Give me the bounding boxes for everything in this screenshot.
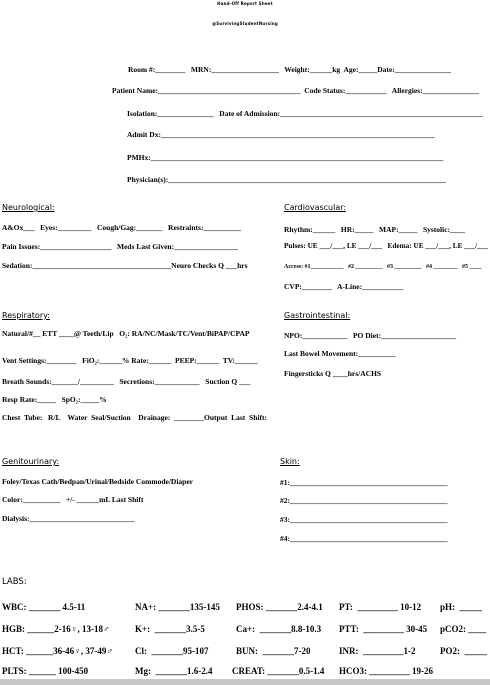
lab-ph: pH: _____ [440, 602, 483, 612]
isolation-row: Isolation:_______________ Date of Admission:______________________________________________________ [127, 109, 483, 118]
resp-row-4: Resp Rate:_____ SpO₂:_____% [2, 395, 107, 404]
lab-cl: Cl: _______95-107 [135, 646, 209, 656]
resp-row-3: Breath Sounds:_______/_________ Secretions:____________ Suction Q ___ [2, 377, 251, 386]
neuro-row-1: A&Ox___ Eyes:_________ Cough/Gag:_______ Restraints:__________ [2, 223, 241, 232]
lab-bun: BUN: _______7-20 [236, 646, 311, 656]
gu-row-2: Color:__________ +/- ______mL Last Shift [2, 495, 144, 504]
lab-wbc: WBC: _______ 4.5-11 [2, 602, 86, 612]
skin-row-4: #4:__________________________________________ [280, 534, 448, 543]
lab-hgb: HGB: ______2-16♀, 13-18♂ [2, 624, 110, 634]
gi-row-1: NPO:____________ PO Diet:____________________ [284, 331, 457, 340]
gi-row-3: Fingersticks Q ____hrs/ACHS [284, 369, 382, 378]
lab-phos: PHOS: _______2.4-4.1 [236, 602, 323, 612]
lab-pco2: pCO2: ____ [440, 624, 487, 634]
lab-creat: CREAT: _______0.5-1.4 [232, 666, 325, 676]
gi-row-2: Last Bowel Movement:__________ [284, 349, 396, 358]
cardio-row-4: CVP:________ A-Line:___________ [284, 282, 404, 291]
cardio-row-3: Access: #1___________ #2 _________ #3 _________ #4 ________ #5 ____ [284, 264, 482, 270]
page-title: Hand-Off Report Sheet [217, 1, 273, 6]
neuro-row-2: Pain Issues:___________________ Meds Last Given:_________________ [2, 242, 238, 251]
resp-heading: Respiratory: [2, 311, 50, 320]
cardio-row-1: Rhythm:______ HR:_____ MAP:_____ Systolic:____ [284, 225, 466, 234]
lab-mg: Mg: _______1.6-2.4 [135, 666, 213, 676]
resp-row-1: Natural/#__ ETT ____@ Teeth/Lip O₂: RA/NC/Mask/TC/Vent/BiPAP/CPAP [2, 329, 250, 338]
gu-row-1: Foley/Texas Cath/Bedpan/Urinal/Bedside Commode/Diaper [2, 477, 193, 486]
skin-row-2: #2:__________________________________________ [280, 496, 448, 505]
lab-plts: PLTS: ______ 100-450 [2, 666, 89, 676]
resp-row-5: Chest Tube: R/L Water Seal/Suction Drainage: ________Output Last Shift: [2, 413, 267, 422]
physicians-row: Physician(s):__________________________________________________________________________ [127, 175, 446, 184]
lab-ca: Ca+: _______8.8-10.3 [236, 624, 322, 634]
room-mrn-weight-row: Room #:________ MRN:__________________ Weight:______kg Age:_____Date:_______________ [128, 65, 451, 74]
gu-row-3: Dialysis:____________________________ [2, 514, 135, 523]
patient-name-row: Patient Name:______________________________________ Code Status:___________ Allergies:_______________ [112, 86, 479, 95]
resp-row-2: Vent Settings:________ FiO₂:______% Rate:______ PEEP:______ TV:______ [2, 356, 258, 365]
cardio-heading: Cardiovascular: [284, 203, 347, 212]
gi-heading: Gastrointestinal: [284, 311, 351, 320]
lab-hct: HCT: ______36-46♀, 37-49♂ [2, 646, 114, 656]
skin-row-1: #1:__________________________________________ [280, 478, 448, 487]
admit-dx-row: Admit Dx:_________________________________________________________________________ [127, 130, 435, 139]
skin-row-3: #3:__________________________________________ [280, 515, 448, 524]
pmhx-row: PMHx:______________________________________________________________________________ [127, 153, 444, 162]
gu-heading: Genitourinary: [2, 457, 60, 466]
lab-ptt: PTT: _________ 30-45 [339, 624, 428, 634]
lab-inr: INR: _________1-2 [339, 646, 416, 656]
bottom-border [0, 679, 490, 685]
lab-hco3: HCO3: _________ 19-26 [339, 666, 433, 676]
lab-pt: PT: _________ 10-12 [339, 602, 422, 612]
neuro-row-3: Sedation:_____________________________________Neuro Checks Q ___hrs [2, 261, 248, 270]
skin-heading: Skin: [280, 457, 300, 466]
lab-na: NA+: _______135-145 [135, 602, 220, 612]
lab-po2: PO2: _____ [440, 646, 487, 656]
lab-k: K+: _______3.5-5 [135, 624, 205, 634]
labs-heading: LABS: [2, 577, 27, 587]
page-subtitle: @SurvivingStudentNursing [212, 21, 278, 26]
cardio-row-2: Pulses: UE ___/___, LE ___/___ Edema: UE ___/___, LE ___/___ [284, 242, 489, 250]
neuro-heading: Neurological: [2, 203, 55, 212]
